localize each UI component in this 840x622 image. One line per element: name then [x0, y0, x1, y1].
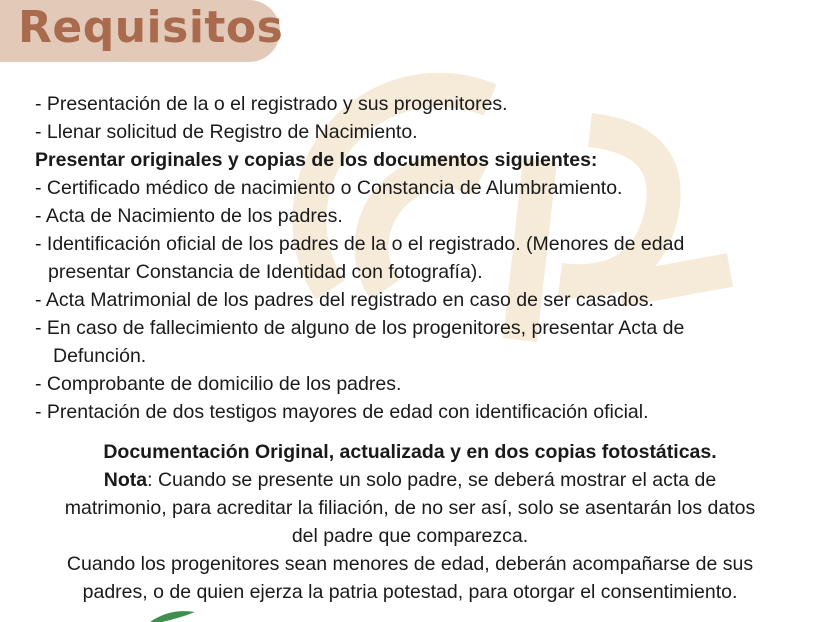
page-title: Requisitos — [18, 2, 284, 53]
documentation-heading: Documentación Original, actualizada y en dos copias fotostáticas. — [103, 441, 717, 463]
requirement-item: presentar Constancia de Identidad con fotografía). — [48, 261, 483, 283]
requirement-item: - Acta de Nacimiento de los padres. — [35, 205, 343, 227]
header-tab — [0, 0, 284, 62]
nota-line-1 — [20, 466, 800, 494]
requirement-item: - Identificación oficial de los padres de la o el registrado. (Menores de edad — [35, 233, 685, 255]
requirement-item: - Llenar solicitud de Registro de Nacimiento. — [35, 121, 418, 143]
minors-line-1: Cuando los progenitores sean menores de edad, deberán acompañarse de sus — [66, 553, 754, 575]
nota-text-1: : Cuando se presente un solo padre, se deberá mostrar el acta de — [147, 469, 717, 491]
nota-line-3: del padre que comparezca. — [291, 525, 529, 547]
leaf-shape — [150, 611, 195, 622]
requirement-item: - Presentación de la o el registrado y sus progenitores. — [35, 93, 508, 115]
nota-label: Nota — [103, 469, 148, 491]
requirement-item: - Prentación de dos testigos mayores de edad con identificación oficial. — [35, 401, 649, 423]
requirement-item: Presentar originales y copias de los documentos siguientes: — [35, 149, 598, 171]
requirement-item: Defunción. — [53, 345, 147, 367]
requirements-list — [35, 90, 684, 426]
requirement-item: - Comprobante de domicilio de los padres. — [35, 373, 402, 395]
requirement-item: - Acta Matrimonial de los padres del registrado en caso de ser casados. — [35, 289, 654, 311]
nota-line-2: matrimonio, para acreditar la filiación, de no ser así, solo se asentarán los datos — [64, 497, 756, 519]
requirement-item: - Certificado médico de nacimiento o Constancia de Alumbramiento. — [35, 177, 623, 199]
minors-line-2: padres, o de quien ejerza la patria potestad, para otorgar el consentimiento. — [82, 581, 738, 603]
requirement-item: - En caso de fallecimiento de alguno de los progenitores, presentar Acta de — [35, 317, 685, 339]
documentation-section — [20, 438, 800, 606]
